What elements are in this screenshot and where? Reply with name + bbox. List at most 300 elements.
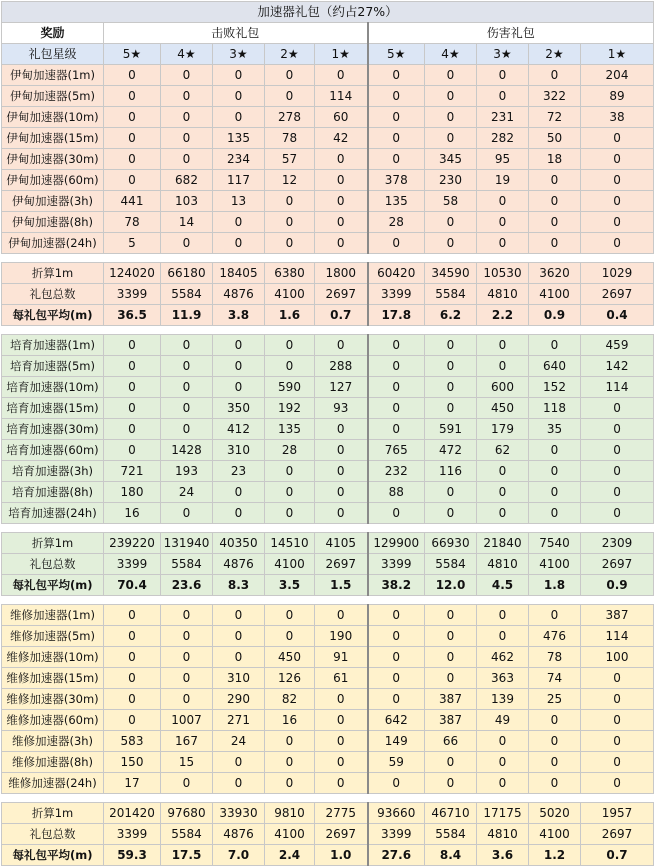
value-cell: 23 <box>213 461 265 482</box>
value-cell: 89 <box>581 86 654 107</box>
value-cell: 0 <box>161 65 213 86</box>
value-cell: 0.9 <box>529 305 581 326</box>
value-cell: 0 <box>581 149 654 170</box>
value-cell: 0 <box>529 503 581 524</box>
value-cell: 0 <box>425 107 477 128</box>
value-cell: 135 <box>213 128 265 149</box>
row-label: 折算1m <box>2 803 104 824</box>
value-cell: 49 <box>477 710 529 731</box>
value-cell: 11.9 <box>161 305 213 326</box>
value-cell: 88 <box>368 482 425 503</box>
value-cell: 0 <box>213 377 265 398</box>
row-label: 维修加速器(30m) <box>2 689 104 710</box>
value-cell: 0 <box>477 86 529 107</box>
per-pack-average-row <box>2 575 654 596</box>
value-cell: 590 <box>265 377 315 398</box>
value-cell: 0 <box>213 107 265 128</box>
section-separator <box>2 524 654 533</box>
value-cell: 322 <box>529 86 581 107</box>
value-cell: 0 <box>425 65 477 86</box>
value-cell: 5584 <box>425 554 477 575</box>
value-cell: 36.5 <box>104 305 161 326</box>
value-cell: 0 <box>425 356 477 377</box>
table-row <box>2 335 654 356</box>
value-cell: 0 <box>477 335 529 356</box>
value-cell: 0 <box>213 335 265 356</box>
star-header: 4★ <box>161 44 213 65</box>
value-cell: 4100 <box>265 284 315 305</box>
value-cell: 230 <box>425 170 477 191</box>
group-header-row <box>2 23 654 44</box>
value-cell: 231 <box>477 107 529 128</box>
value-cell: 0 <box>529 191 581 212</box>
value-cell: 765 <box>368 440 425 461</box>
table-row <box>2 752 654 773</box>
value-cell: 17.5 <box>161 845 213 866</box>
value-cell: 8.4 <box>425 845 477 866</box>
value-cell: 33930 <box>213 803 265 824</box>
row-label: 培育加速器(8h) <box>2 482 104 503</box>
value-cell: 239220 <box>104 533 161 554</box>
section-separator <box>2 326 654 335</box>
value-cell: 3399 <box>368 284 425 305</box>
table-row <box>2 419 654 440</box>
value-cell: 0 <box>477 191 529 212</box>
value-cell: 103 <box>161 191 213 212</box>
value-cell: 118 <box>529 398 581 419</box>
row-label: 礼包总数 <box>2 824 104 845</box>
value-cell: 5020 <box>529 803 581 824</box>
value-cell: 5 <box>104 233 161 254</box>
value-cell: 0.7 <box>581 845 654 866</box>
value-cell: 0 <box>104 605 161 626</box>
value-cell: 0 <box>581 710 654 731</box>
value-cell: 23.6 <box>161 575 213 596</box>
row-label: 维修加速器(60m) <box>2 710 104 731</box>
value-cell: 17.8 <box>368 305 425 326</box>
star-level-row <box>2 44 654 65</box>
table-row <box>2 86 654 107</box>
value-cell: 72 <box>529 107 581 128</box>
value-cell: 0 <box>213 752 265 773</box>
converted-1m-row <box>2 263 654 284</box>
value-cell: 0 <box>213 212 265 233</box>
value-cell: 2697 <box>315 824 368 845</box>
value-cell: 2309 <box>581 533 654 554</box>
row-label: 伊甸加速器(30m) <box>2 149 104 170</box>
value-cell: 0 <box>425 335 477 356</box>
star-header: 4★ <box>425 44 477 65</box>
value-cell: 0 <box>265 752 315 773</box>
row-label: 培育加速器(3h) <box>2 461 104 482</box>
value-cell: 27.6 <box>368 845 425 866</box>
value-cell: 82 <box>265 689 315 710</box>
value-cell: 4.5 <box>477 575 529 596</box>
value-cell: 0 <box>581 170 654 191</box>
value-cell: 3399 <box>104 824 161 845</box>
value-cell: 70.4 <box>104 575 161 596</box>
value-cell: 0 <box>315 191 368 212</box>
value-cell: 131940 <box>161 533 213 554</box>
row-label: 伊甸加速器(60m) <box>2 170 104 191</box>
value-cell: 600 <box>477 377 529 398</box>
value-cell: 0 <box>213 626 265 647</box>
value-cell: 0 <box>104 647 161 668</box>
value-cell: 0.4 <box>581 305 654 326</box>
value-cell: 129900 <box>368 533 425 554</box>
value-cell: 4100 <box>265 554 315 575</box>
value-cell: 1.8 <box>529 575 581 596</box>
value-cell: 0 <box>581 212 654 233</box>
row-label: 维修加速器(24h) <box>2 773 104 794</box>
value-cell: 114 <box>581 377 654 398</box>
value-cell: 0 <box>529 710 581 731</box>
table-row <box>2 440 654 461</box>
value-cell: 1.5 <box>315 575 368 596</box>
value-cell: 78 <box>104 212 161 233</box>
value-cell: 0 <box>368 233 425 254</box>
value-cell: 0 <box>477 626 529 647</box>
value-cell: 0 <box>368 107 425 128</box>
value-cell: 91 <box>315 647 368 668</box>
value-cell: 3399 <box>368 554 425 575</box>
value-cell: 0 <box>315 773 368 794</box>
value-cell: 78 <box>265 128 315 149</box>
value-cell: 0 <box>315 419 368 440</box>
value-cell: 135 <box>265 419 315 440</box>
star-header: 3★ <box>213 44 265 65</box>
value-cell: 0 <box>315 65 368 86</box>
value-cell: 24 <box>161 482 213 503</box>
value-cell: 152 <box>529 377 581 398</box>
row-label: 每礼包平均(m) <box>2 305 104 326</box>
value-cell: 0 <box>104 626 161 647</box>
value-cell: 46710 <box>425 803 477 824</box>
row-label: 维修加速器(15m) <box>2 668 104 689</box>
section-separator <box>2 254 654 263</box>
value-cell: 0 <box>161 647 213 668</box>
value-cell: 0 <box>315 605 368 626</box>
value-cell: 4100 <box>529 284 581 305</box>
value-cell: 0 <box>161 356 213 377</box>
value-cell: 10530 <box>477 263 529 284</box>
value-cell: 0 <box>581 440 654 461</box>
row-label: 礼包总数 <box>2 284 104 305</box>
value-cell: 0 <box>477 482 529 503</box>
row-label: 培育加速器(10m) <box>2 377 104 398</box>
value-cell: 40350 <box>213 533 265 554</box>
value-cell: 721 <box>104 461 161 482</box>
value-cell: 4876 <box>213 284 265 305</box>
value-cell: 135 <box>368 191 425 212</box>
value-cell: 0 <box>315 440 368 461</box>
star-header: 2★ <box>529 44 581 65</box>
value-cell: 18 <box>529 149 581 170</box>
value-cell: 0 <box>265 233 315 254</box>
value-cell: 0 <box>161 86 213 107</box>
value-cell: 0 <box>529 170 581 191</box>
value-cell: 0 <box>265 773 315 794</box>
value-cell: 0 <box>161 668 213 689</box>
value-cell: 0 <box>368 773 425 794</box>
value-cell: 0 <box>315 170 368 191</box>
value-cell: 0 <box>104 170 161 191</box>
star-header: 2★ <box>265 44 315 65</box>
separator-cell <box>2 254 654 263</box>
value-cell: 0 <box>265 626 315 647</box>
value-cell: 0 <box>213 503 265 524</box>
value-cell: 167 <box>161 731 213 752</box>
defeat-pack-header: 击败礼包 <box>104 23 368 44</box>
value-cell: 59 <box>368 752 425 773</box>
row-label: 维修加速器(3h) <box>2 731 104 752</box>
row-label: 伊甸加速器(15m) <box>2 128 104 149</box>
value-cell: 0 <box>315 731 368 752</box>
row-label: 折算1m <box>2 533 104 554</box>
value-cell: 0 <box>265 65 315 86</box>
row-label: 培育加速器(1m) <box>2 335 104 356</box>
table-row <box>2 626 654 647</box>
value-cell: 192 <box>265 398 315 419</box>
value-cell: 0 <box>104 149 161 170</box>
value-cell: 640 <box>529 356 581 377</box>
value-cell: 14510 <box>265 533 315 554</box>
value-cell: 4876 <box>213 824 265 845</box>
value-cell: 25 <box>529 689 581 710</box>
value-cell: 0 <box>425 605 477 626</box>
value-cell: 62 <box>477 440 529 461</box>
value-cell: 0 <box>581 503 654 524</box>
value-cell: 0 <box>425 86 477 107</box>
value-cell: 462 <box>477 647 529 668</box>
row-label: 培育加速器(60m) <box>2 440 104 461</box>
value-cell: 60420 <box>368 263 425 284</box>
value-cell: 0 <box>425 626 477 647</box>
value-cell: 16 <box>265 710 315 731</box>
value-cell: 0 <box>581 398 654 419</box>
value-cell: 0 <box>368 647 425 668</box>
value-cell: 0 <box>477 65 529 86</box>
value-cell: 583 <box>104 731 161 752</box>
value-cell: 0 <box>315 461 368 482</box>
value-cell: 19 <box>477 170 529 191</box>
value-cell: 0 <box>477 233 529 254</box>
value-cell: 387 <box>425 710 477 731</box>
value-cell: 0 <box>104 356 161 377</box>
value-cell: 450 <box>265 647 315 668</box>
value-cell: 232 <box>368 461 425 482</box>
value-cell: 459 <box>581 335 654 356</box>
value-cell: 476 <box>529 626 581 647</box>
value-cell: 142 <box>581 356 654 377</box>
value-cell: 0 <box>265 605 315 626</box>
value-cell: 0 <box>104 86 161 107</box>
value-cell: 450 <box>477 398 529 419</box>
value-cell: 0 <box>368 335 425 356</box>
value-cell: 0 <box>368 626 425 647</box>
value-cell: 345 <box>425 149 477 170</box>
value-cell: 0 <box>581 731 654 752</box>
value-cell: 28 <box>368 212 425 233</box>
value-cell: 0 <box>315 710 368 731</box>
value-cell: 4105 <box>315 533 368 554</box>
value-cell: 8.3 <box>213 575 265 596</box>
value-cell: 0 <box>161 605 213 626</box>
table-row <box>2 773 654 794</box>
table-row <box>2 356 654 377</box>
value-cell: 114 <box>581 626 654 647</box>
value-cell: 0 <box>529 752 581 773</box>
value-cell: 0 <box>104 335 161 356</box>
value-cell: 3620 <box>529 263 581 284</box>
table-row <box>2 710 654 731</box>
value-cell: 2697 <box>581 554 654 575</box>
row-label: 每礼包平均(m) <box>2 575 104 596</box>
value-cell: 0 <box>529 65 581 86</box>
table-row <box>2 65 654 86</box>
value-cell: 7540 <box>529 533 581 554</box>
value-cell: 0 <box>265 191 315 212</box>
value-cell: 0 <box>529 233 581 254</box>
value-cell: 35 <box>529 419 581 440</box>
table-row <box>2 212 654 233</box>
value-cell: 0 <box>265 86 315 107</box>
value-cell: 0 <box>161 377 213 398</box>
value-cell: 0 <box>425 647 477 668</box>
value-cell: 0 <box>213 356 265 377</box>
value-cell: 0 <box>104 398 161 419</box>
converted-1m-row <box>2 533 654 554</box>
separator-cell <box>2 524 654 533</box>
value-cell: 28 <box>265 440 315 461</box>
value-cell: 3399 <box>368 824 425 845</box>
value-cell: 193 <box>161 461 213 482</box>
table-row <box>2 689 654 710</box>
row-label: 维修加速器(10m) <box>2 647 104 668</box>
value-cell: 100 <box>581 647 654 668</box>
value-cell: 0 <box>425 482 477 503</box>
value-cell: 13 <box>213 191 265 212</box>
value-cell: 0 <box>265 482 315 503</box>
value-cell: 38.2 <box>368 575 425 596</box>
value-cell: 0 <box>425 398 477 419</box>
value-cell: 0 <box>161 626 213 647</box>
value-cell: 58 <box>425 191 477 212</box>
value-cell: 0.9 <box>581 575 654 596</box>
value-cell: 642 <box>368 710 425 731</box>
value-cell: 6.2 <box>425 305 477 326</box>
value-cell: 50 <box>529 128 581 149</box>
table-row <box>2 503 654 524</box>
value-cell: 190 <box>315 626 368 647</box>
value-cell: 9810 <box>265 803 315 824</box>
row-label: 礼包总数 <box>2 554 104 575</box>
table-row <box>2 398 654 419</box>
value-cell: 24 <box>213 731 265 752</box>
value-cell: 2.2 <box>477 305 529 326</box>
pack-total-row <box>2 554 654 575</box>
value-cell: 0 <box>315 752 368 773</box>
value-cell: 0 <box>581 773 654 794</box>
value-cell: 2697 <box>581 284 654 305</box>
value-cell: 0 <box>529 773 581 794</box>
value-cell: 93 <box>315 398 368 419</box>
value-cell: 271 <box>213 710 265 731</box>
section-separator <box>2 596 654 605</box>
value-cell: 0 <box>161 128 213 149</box>
value-cell: 0 <box>104 107 161 128</box>
value-cell: 0 <box>581 752 654 773</box>
value-cell: 5584 <box>425 824 477 845</box>
value-cell: 0 <box>161 398 213 419</box>
value-cell: 0 <box>213 86 265 107</box>
value-cell: 1.0 <box>315 845 368 866</box>
value-cell: 2.4 <box>265 845 315 866</box>
title-row <box>2 2 654 23</box>
value-cell: 97680 <box>161 803 213 824</box>
row-label: 培育加速器(15m) <box>2 398 104 419</box>
row-label: 培育加速器(5m) <box>2 356 104 377</box>
value-cell: 60 <box>315 107 368 128</box>
separator-cell <box>2 794 654 803</box>
value-cell: 288 <box>315 356 368 377</box>
value-cell: 201420 <box>104 803 161 824</box>
row-label: 伊甸加速器(1m) <box>2 65 104 86</box>
value-cell: 4810 <box>477 824 529 845</box>
value-cell: 114 <box>315 86 368 107</box>
value-cell: 0 <box>161 773 213 794</box>
table-row <box>2 668 654 689</box>
value-cell: 12.0 <box>425 575 477 596</box>
value-cell: 3399 <box>104 554 161 575</box>
value-cell: 4100 <box>529 554 581 575</box>
value-cell: 0 <box>477 605 529 626</box>
value-cell: 5584 <box>161 824 213 845</box>
value-cell: 0 <box>161 107 213 128</box>
value-cell: 150 <box>104 752 161 773</box>
value-cell: 0 <box>581 689 654 710</box>
value-cell: 0 <box>477 356 529 377</box>
star-header: 5★ <box>104 44 161 65</box>
value-cell: 5584 <box>161 284 213 305</box>
value-cell: 0 <box>425 377 477 398</box>
value-cell: 0 <box>315 335 368 356</box>
value-cell: 0 <box>161 233 213 254</box>
value-cell: 0 <box>425 773 477 794</box>
value-cell: 4100 <box>265 824 315 845</box>
value-cell: 278 <box>265 107 315 128</box>
value-cell: 0 <box>265 731 315 752</box>
value-cell: 42 <box>315 128 368 149</box>
value-cell: 66 <box>425 731 477 752</box>
value-cell: 0 <box>368 377 425 398</box>
row-label: 维修加速器(5m) <box>2 626 104 647</box>
value-cell: 1957 <box>581 803 654 824</box>
star-header: 3★ <box>477 44 529 65</box>
value-cell: 124020 <box>104 263 161 284</box>
value-cell: 3.6 <box>477 845 529 866</box>
value-cell: 0 <box>368 689 425 710</box>
value-cell: 1029 <box>581 263 654 284</box>
table-row <box>2 605 654 626</box>
table-row <box>2 170 654 191</box>
value-cell: 310 <box>213 668 265 689</box>
value-cell: 0 <box>425 233 477 254</box>
value-cell: 363 <box>477 668 529 689</box>
row-label: 每礼包平均(m) <box>2 845 104 866</box>
value-cell: 0 <box>477 752 529 773</box>
value-cell: 0 <box>104 419 161 440</box>
